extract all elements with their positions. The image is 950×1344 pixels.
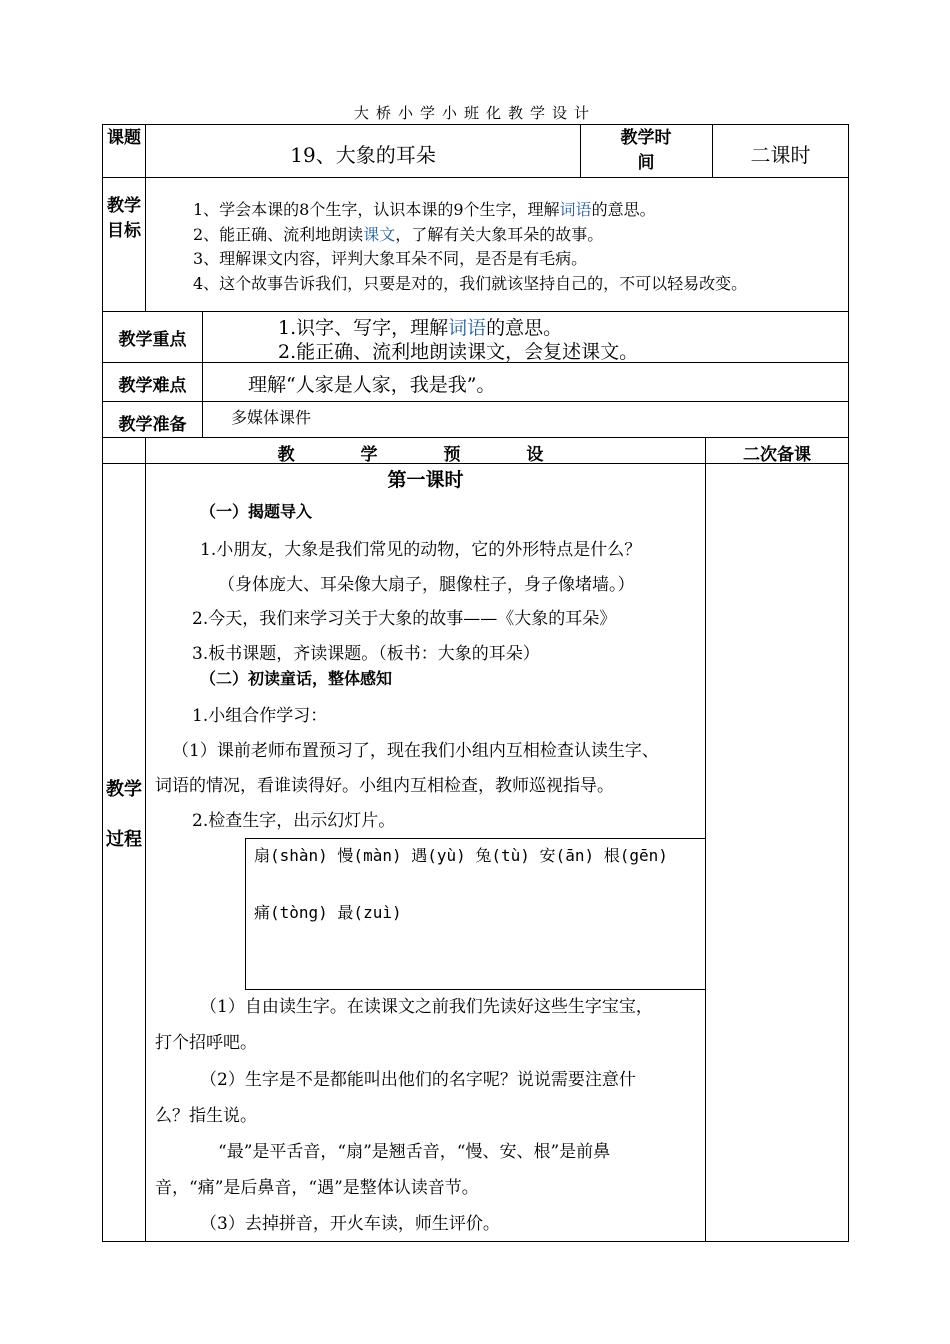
lesson-title: 第一课时 [387, 469, 464, 491]
objective-item: 2、能正确、流利地朗读课文，了解有关大象耳朵的故事。 [193, 225, 604, 244]
text-line: （2）生字是不是都能叫出他们的名字呢？说说需要注意什 [200, 1070, 636, 1090]
objectives-label: 教学目标 [107, 196, 141, 241]
text-line: 1.小组合作学习： [192, 706, 328, 726]
objective-item: 4、这个故事告诉我们，只要是对的，我们就该坚持自己的，不可以轻易改变。 [193, 274, 748, 293]
text-line: 打个招呼吧。 [155, 1033, 257, 1053]
text-line: 3.板书课题，齐读课题。（板书：大象的耳朵） [192, 644, 540, 664]
text-line: 1.小朋友，大象是我们常见的动物，它的外形特点是什么？ [200, 540, 642, 560]
text-line: （1）自由读生字。在读课文之前我们先读好这些生字宝宝， [200, 997, 653, 1017]
key-point-2: 2.能正确、流利地朗读课文，会复述课文。 [278, 341, 639, 363]
pinyin-line: 扇(shàn) 慢(màn) 遇(yù) 兔(tù) 安(ān) 根(gēn) [254, 846, 668, 865]
text-line: 音，“痛”是后鼻音，“遇”是整体认读音节。 [155, 1178, 479, 1198]
key-point-1: 1.识字、写字，理解词语的意思。 [278, 317, 563, 339]
lesson-topic: 19、大象的耳朵 [290, 143, 436, 167]
section-heading: （一）揭题导入 [200, 502, 313, 521]
objective-item: 3、理解课文内容，评判大象耳朵不同，是否是有毛病。 [193, 249, 588, 268]
pinyin-line: 痛(tòng) 最(zuì) [254, 903, 402, 922]
objective-item: 1、学会本课的8个生字，认识本课的9个生字，理解词语的意思。 [193, 200, 656, 219]
text-line: 2.今天，我们来学习关于大象的故事——《大象的耳朵》 [192, 609, 617, 629]
preparation-text: 多媒体课件 [231, 408, 312, 427]
time-value: 二课时 [750, 143, 811, 167]
difficulty-label: 教学难点 [118, 376, 187, 396]
page-header-title: 大桥小学小班化教学设计 [353, 104, 596, 122]
text-line: （身体庞大、耳朵像大扇子，腿像柱子，身子像堵墙。） [218, 575, 635, 595]
text-line: “最”是平舌音，“扇”是翘舌音，“慢、安、根”是前鼻 [218, 1142, 611, 1162]
process-header-main: 教 学 预 设 [277, 445, 574, 465]
text-line: 2.检查生字，出示幻灯片。 [192, 811, 396, 831]
text-line: 么？指生说。 [155, 1106, 257, 1126]
topic-label: 课题 [107, 128, 141, 148]
preparation-label: 教学准备 [118, 415, 187, 435]
text-line: （3）去掉拼音，开火车读，师生评价。 [200, 1214, 500, 1234]
key-points-label: 教学重点 [118, 330, 187, 350]
text-line: （1）课前老师布置预习了，现在我们小组内互相检查认读生字、 [172, 741, 659, 761]
section-heading: （二）初读童话，整体感知 [200, 669, 393, 688]
difficulty-text: 理解“人家是人家，我是我”。 [248, 374, 496, 396]
time-label: 教学时间 [620, 128, 672, 173]
process-header-side: 二次备课 [743, 445, 811, 465]
process-label: 教学过程 [106, 779, 142, 850]
text-line: 词语的情况，看谁读得好。小组内互相检查，教师巡视指导。 [155, 776, 614, 796]
